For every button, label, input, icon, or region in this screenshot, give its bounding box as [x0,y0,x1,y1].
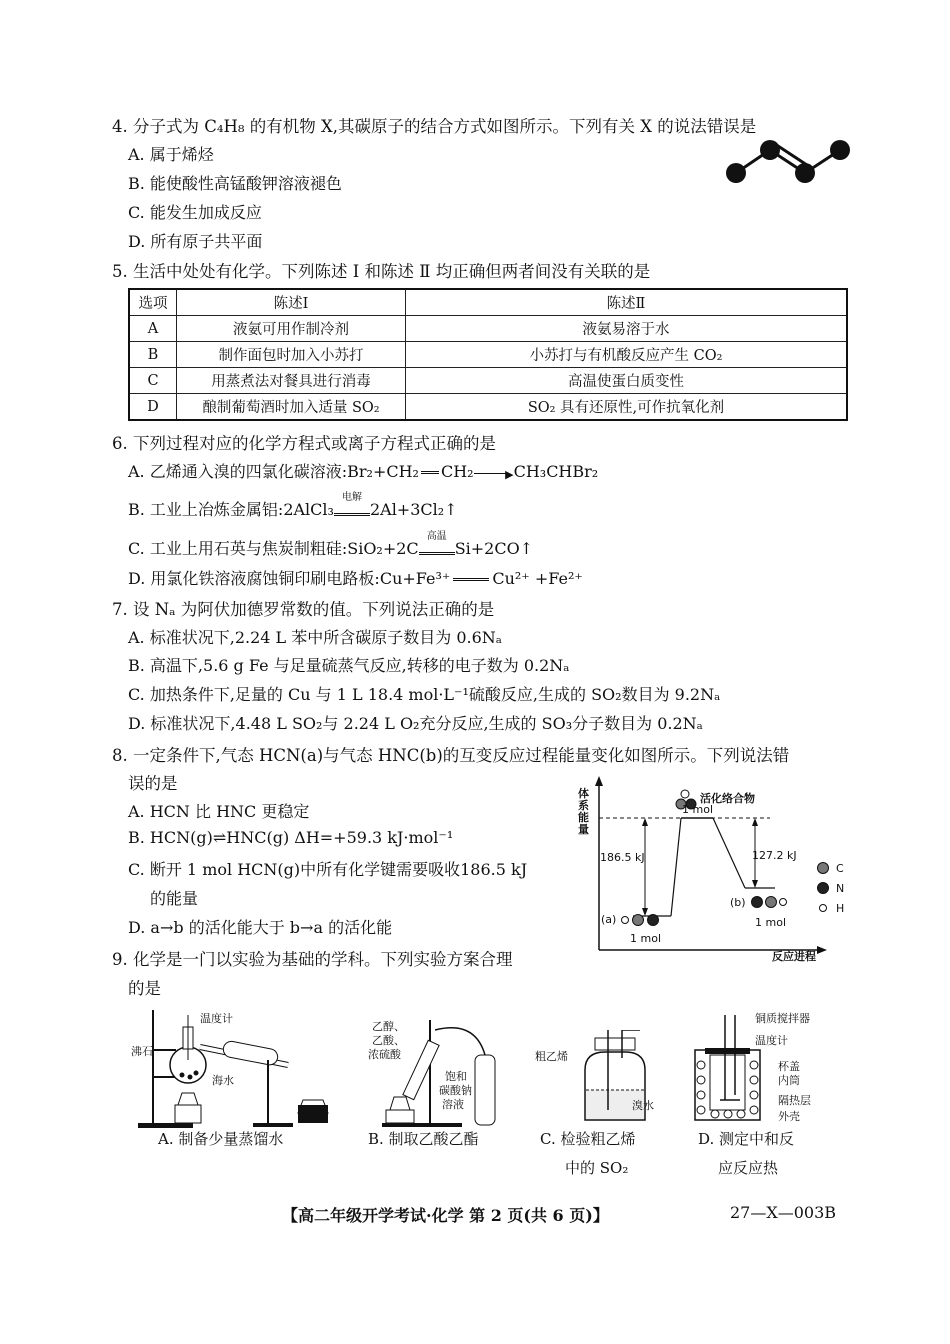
caption-b: B. 制取乙酸乙酯 [368,1130,479,1148]
butene-skeleton-figure [720,135,860,195]
footer-title: 【高二年级开学考试·化学 第 2 页(共 6 页)】 [282,1206,609,1225]
label-bromine-water: 溴水 [632,1099,654,1112]
q4-option-c: C. 能发生加成反应 [128,203,262,222]
caption-d-line2: 应反应热 [718,1159,779,1177]
table-header-row [129,289,847,316]
diagram-ylabel: 体系能量 [578,787,589,836]
q7-option-d: D. 标准状况下,4.48 L SO₂与 2.24 L O₂充分反应,生成的 SO₃分子数目为 0.2Nₐ [128,714,703,733]
q4-option-d: D. 所有原子共平面 [128,232,263,251]
label-thermometer-d: 温度计 [755,1034,788,1047]
legend-h: H [836,902,845,915]
table-cell: 液氨易溶于水 [406,316,848,342]
q8-option-d: D. a→b 的活化能大于 b→a 的活化能 [128,918,393,937]
q6-b-condition: 电解 [341,492,362,503]
label-boiling-stone: 沸石 [131,1045,153,1058]
q4-option-a: A. 属于烯烃 [128,145,214,164]
q6-option-a: A. 乙烯通入溴的四氯化碳溶液:Br₂+CH₂ CH₂ ▶ CH₃CHBr₂ [128,462,599,481]
q4-stem: 4. 分子式为 C₄H₈ 的有机物 X,其碳原子的结合方式如图所示。下列有关 X 的说法错误是 [112,117,757,136]
reaction-equals [419,531,455,559]
diagram-left-energy: 186.5 kJ [600,851,645,864]
label-saturated-1: 饱和 [445,1070,467,1083]
table-cell: 制作面包时加入小苏打 [177,342,406,368]
diagram-b-mol: 1 mol [755,916,786,929]
diagram-right-energy: 127.2 kJ [752,849,797,862]
table-header: 选项 [129,289,177,316]
diagram-complex-mol: 1 mol [682,803,713,816]
diagram-a-label: (a) [601,913,617,926]
q6-option-b [128,492,458,520]
caption-c-line1: C. 检验粗乙烯 [540,1130,636,1148]
label-crude-ethylene: 粗乙烯 [535,1050,568,1063]
q6-a-prefix: A. 乙烯通入溴的四氯化碳溶液:Br₂+CH₂ [128,462,419,481]
q8-option-c: C. 断开 1 mol HCN(g)中所有化学键需要吸收186.5 kJ [128,860,528,879]
label-insulation: 隔热层 [778,1094,811,1107]
table-cell: 用蒸煮法对餐具进行消毒 [177,368,406,394]
footer-code: 27—X—003B [730,1203,837,1222]
apparatus-a-distillation [128,1005,343,1130]
q5-stem: 5. 生活中处处有化学。下列陈述 Ⅰ 和陈述 Ⅱ 均正确但两者间没有关联的是 [112,262,651,281]
q9-stem-line1: 9. 化学是一门以实验为基础的学科。下列实验方案合理 [112,950,513,969]
table-cell: 酿制葡萄酒时加入适量 SO₂ [177,394,406,421]
table-cell: 液氨可用作制冷剂 [177,316,406,342]
table-row [129,342,847,368]
q6-c-suffix: Si+2CO↑ [454,539,534,558]
double-bond [421,471,439,474]
q9-stem-line2: 的是 [128,979,161,998]
q6-b-suffix: 2Al+3Cl₂↑ [369,500,458,519]
q5-table [128,288,848,421]
q7-option-c: C. 加热条件下,足量的 Cu 与 1 L 18.4 mol·L⁻¹硫酸反应,生成的 SO₂数目为 9.2Nₐ [128,685,721,704]
q6-option-c [128,531,534,559]
apparatus-d-calorimeter [690,1010,770,1125]
q8-option-b: B. HCN(g)⇌HNC(g) ΔH=+59.3 kJ·mol⁻¹ [128,828,454,847]
label-inner-cup: 内筒 [778,1074,800,1087]
label-saturated-3: 溶液 [442,1098,464,1111]
caption-d-line1: D. 测定中和反 [698,1130,795,1148]
legend-n: N [836,882,845,895]
q6-c-prefix: C. 工业上用石英与焦炭制粗硅:SiO₂+2C [128,539,419,558]
label-saturated-2: 碳酸钠 [439,1084,472,1097]
q6-option-d [128,566,583,589]
label-ethanol: 乙醇、 [372,1020,405,1033]
diagram-xlabel: 反应进程 [772,950,816,963]
label-sulfuric: 浓硫酸 [368,1048,401,1061]
table-cell: 小苏打与有机酸反应产生 CO₂ [406,342,848,368]
table-header: 陈述Ⅱ [406,289,848,316]
q8-stem-line2: 误的是 [128,774,178,793]
q8-option-c-cont: 的能量 [150,889,199,908]
q7-option-b: B. 高温下,5.6 g Fe 与足量硫蒸气反应,转移的电子数为 0.2Nₐ [128,656,570,675]
table-row [129,368,847,394]
table-cell: C [129,368,177,394]
table-row [129,316,847,342]
q6-d-suffix: Cu²⁺ +Fe²⁺ [492,569,583,588]
table-header: 陈述Ⅰ [177,289,406,316]
label-outer-shell: 外壳 [778,1110,800,1123]
q6-b-prefix: B. 工业上冶炼金属铝:2AlCl₃ [128,500,334,519]
q8-option-a: A. HCN 比 HNC 更稳定 [128,802,310,821]
q6-c-condition: 高温 [426,531,447,542]
diagram-b-label: (b) [730,896,746,909]
reaction-equals [453,578,489,581]
q6-stem: 6. 下列过程对应的化学方程式或离子方程式正确的是 [112,434,496,453]
caption-c-line2: 中的 SO₂ [565,1159,629,1177]
q7-stem: 7. 设 Nₐ 为阿伏加德罗常数的值。下列说法正确的是 [112,600,495,619]
q6-d-prefix: D. 用氯化铁溶液腐蚀铜印刷电路板:Cu+Fe³⁺ [128,569,451,588]
q6-a-suffix: CH₃CHBr₂ [513,462,599,481]
table-cell: 高温使蛋白质变性 [406,368,848,394]
table-cell: D [129,394,177,421]
label-seawater: 海水 [212,1074,234,1087]
table-cell: SO₂ 具有还原性,可作抗氧化剂 [406,394,848,421]
label-copper-stirrer: 铜质搅拌器 [755,1012,810,1025]
q6-a-mid: CH₂ [440,462,474,481]
table-cell: A [129,316,177,342]
caption-a: A. 制备少量蒸馏水 [158,1130,284,1148]
q8-stem-line1: 8. 一定条件下,气态 HCN(a)与气态 HNC(b)的互变反应过程能量变化如图所示。下列说法错 [112,746,790,765]
label-thermometer: 温度计 [200,1012,233,1025]
table-row [129,394,847,421]
reaction-equals [334,492,370,520]
label-lid: 杯盖 [778,1060,800,1073]
legend-c: C [836,862,844,875]
q7-option-a: A. 标准状况下,2.24 L 苯中所含碳原子数目为 0.6Nₐ [128,628,502,647]
q4-option-b: B. 能使酸性高锰酸钾溶液褪色 [128,174,342,193]
table-cell: B [129,342,177,368]
diagram-a-mol: 1 mol [630,932,661,945]
label-acetic: 乙酸、 [372,1034,405,1047]
diagram-complex-label: 活化络合物 [700,792,755,805]
